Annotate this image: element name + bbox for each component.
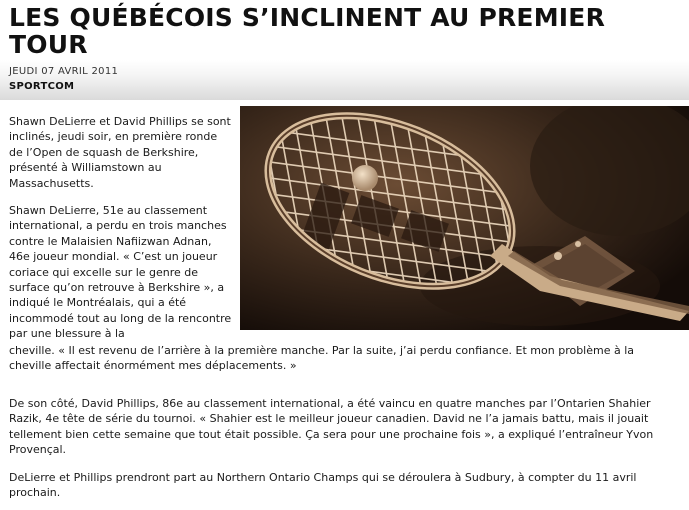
article-date: JEUDI 07 AVRIL 2011 [9, 66, 119, 77]
article-source: SPORTCOM [9, 81, 75, 92]
article-paragraph-4: DeLierre et Phillips prendront part au Northern Ontario Champs qui se déroulera à Sudbury, à compter du 11 avril prochain. [9, 471, 637, 500]
squash-racket-photo [240, 106, 689, 330]
article-paragraph-3: De son côté, David Phillips, 86e au classement international, a été vaincu en quatre manches par l’Ontarien Shahier Razik, 4e tête de série du tournoi. « Shahier est le meilleur joueur canadien. David ne l’a jamais battu, mais il jouait tellement bien cette semaine que tout était possible. Ça sera pour une prochaine fois », a expliqué l’entraîneur Yvon Provençal. [9, 397, 654, 457]
article-paragraph-1: Shawn DeLierre et David Phillips se sont inclinés, jeudi soir, en première ronde de l’Open de squash de Berkshire, présenté à Williamstown au Massachusetts. [9, 115, 231, 190]
article-title: LES QUÉBÉCOIS S’INCLINENT AU PREMIER TOUR [9, 3, 606, 59]
article-paragraph-2: Shawn DeLierre, 51e au classement international, a perdu en trois manches contre le Malaisien Nafiizwan Adnan, 46e joueur mondial. « C’est un joueur coriace qui excelle sur le genre de surface qu’on retrouve à Berkshire », a indiqué le Montréalais, qui a été incommodé tout au long de la rencontre par une blessure à la [9, 204, 232, 341]
article-paragraph-2-continued: cheville. « Il est revenu de l’arrière à la première manche. Par la suite, j’ai perdu confiance. Et mon problème à la cheville affectait énormément mes déplacements. » [9, 344, 635, 373]
